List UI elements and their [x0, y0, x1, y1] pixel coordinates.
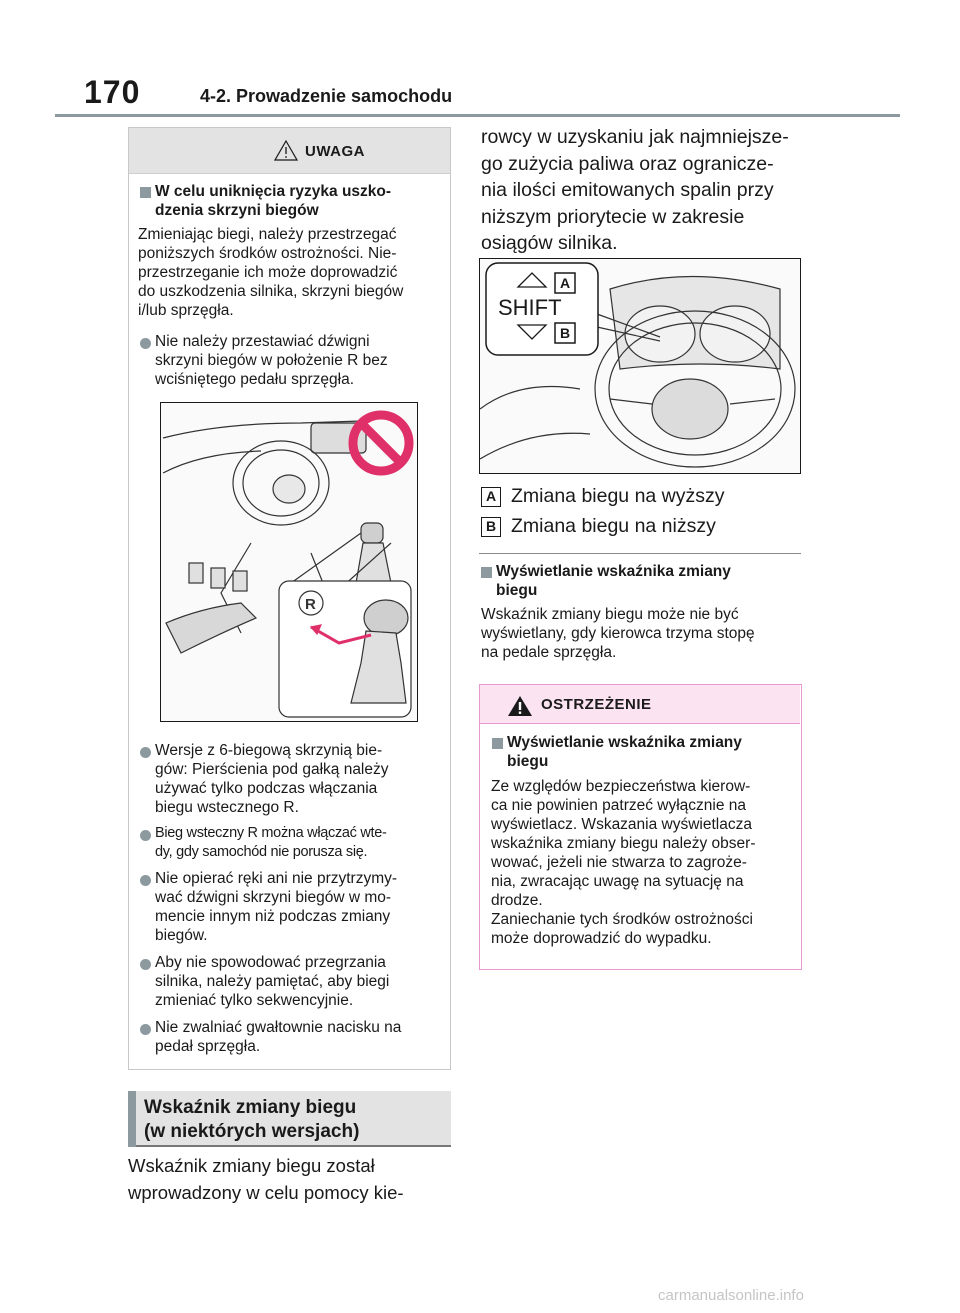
round-bullet [140, 747, 151, 758]
legend-key-b: B [481, 517, 501, 537]
caution-bullet: Nie zwalniać gwałtownie nacisku na pedał sprzęgła. [155, 1019, 402, 1055]
section-heading-bar [128, 1091, 136, 1147]
section-heading [128, 1091, 451, 1147]
round-bullet [140, 338, 151, 349]
caution-bullet: Bieg wsteczny R można włączać wte- dy, gdy samochód nie porusza się. [155, 825, 387, 860]
section-body-left: Wskaźnik zmiany biegu został wprowadzony w celu pomocy kie- [128, 1155, 404, 1203]
section-heading-line: Wskaźnik zmiany biegu [144, 1097, 357, 1118]
round-bullet [140, 830, 151, 841]
page-number: 170 [84, 74, 141, 110]
caution-intro: Zmieniając biegi, należy przestrzegać poniższych środków ostrożności. Nie- przestrzeganie ich może doprowadzić do uszkodzenia silnika, skrzyni biegów i/lub sprzęgła. [138, 226, 404, 319]
car-interior-drawing [161, 403, 417, 721]
warning-header [480, 685, 800, 724]
instrument-cluster-drawing [480, 259, 800, 473]
warning-box [479, 684, 802, 970]
caution-header [129, 128, 450, 174]
manual-shift-illustration [160, 402, 418, 722]
square-bullet [481, 567, 492, 578]
callout-key-b: B [559, 325, 571, 341]
section-title: 4-2. Prowadzenie samochodu [200, 86, 453, 106]
caution-heading: W celu uniknięcia ryzyka uszko- dzenia skrzyni biegów [155, 183, 392, 219]
section-body-right: rowcy w uzyskaniu jak najmniejsze- go zużycia paliwa oraz ogranicze- nia ilości emitowanych spalin przy niższym priorytecie w zakresie osiągów silnika. [481, 126, 789, 254]
warning-label: OSTRZEŻENIE [541, 696, 652, 713]
caution-bullet: Aby nie spowodować przegrzania silnika, należy pamiętać, aby biegi zmieniać tylko sekwencyjnie. [155, 954, 390, 1009]
info-heading: Wyświetlanie wskaźnika zmiany biegu [496, 563, 731, 599]
divider [479, 553, 801, 554]
info-body: Wskaźnik zmiany biegu może nie być wyświetlany, gdy kierowca trzyma stopę na pedale sprzęgła. [481, 606, 755, 661]
reverse-r-label: R [305, 596, 316, 613]
callout-key-a: A [559, 275, 571, 291]
section-heading-line: (w niektórych wersjach) [144, 1121, 360, 1142]
shift-indicator-illustration [479, 258, 801, 474]
square-bullet [492, 738, 503, 749]
warning-body: Ze względów bezpieczeństwa kierow- ca nie powinien patrzeć wyłącznie na wyświetlacz. Wskazania wyświetlacza wskaźnika zmiany biegu należy obser- wować, jeżeli nie stwarza to zagroże- nia, zwracając uwagę na sytuację na drodze. Zaniechanie tych środków ostrożności może doprowadzić do wypadku. [491, 778, 756, 947]
round-bullet [140, 875, 151, 886]
caution-bullet: Nie należy przestawiać dźwigni skrzyni biegów w położenie R bez wciśniętego pedału sprzęgła. [155, 333, 388, 388]
legend-text-b: Zmiana biegu na niższy [511, 515, 716, 537]
header-rule [55, 114, 900, 117]
shift-text: SHIFT [498, 295, 562, 320]
round-bullet [140, 1024, 151, 1035]
round-bullet [140, 959, 151, 970]
square-bullet [140, 187, 151, 198]
footer-url: carmanualsonline.info [658, 1287, 804, 1304]
caution-bullet: Nie opierać ręki ani nie przytrzymy- wać dźwigni skrzyni biegów w mo- mencie innym niż podczas zmiany biegów. [155, 870, 398, 944]
caution-bullet: Wersje z 6-biegową skrzynią bie- gów: Pierścienia pod gałką należy używać tylko podczas włączania biegu wstecznego R. [155, 742, 389, 816]
caution-triangle-icon [274, 140, 298, 161]
legend-key-a: A [481, 487, 501, 507]
warning-heading: Wyświetlanie wskaźnika zmiany biegu [507, 734, 742, 770]
caution-label: UWAGA [305, 143, 365, 160]
legend-text-a: Zmiana biegu na wyższy [511, 485, 725, 507]
warning-triangle-icon [507, 695, 533, 717]
